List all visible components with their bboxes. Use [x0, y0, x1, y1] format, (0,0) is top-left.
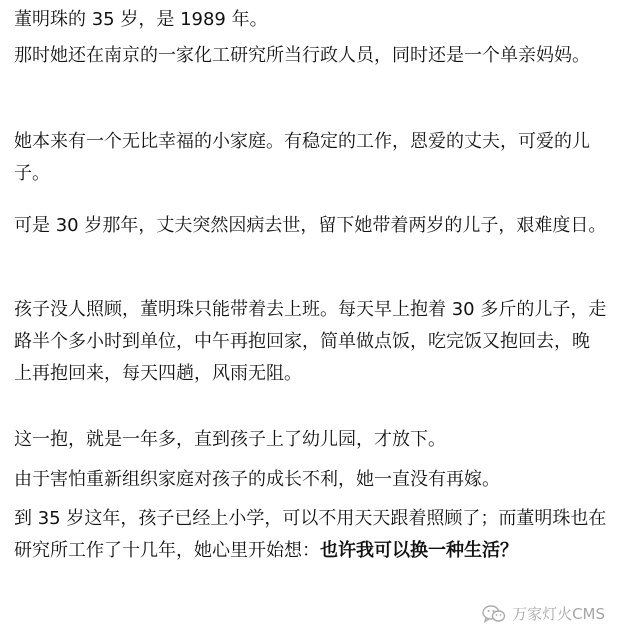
- watermark: [482, 603, 605, 624]
- wechat-icon: [482, 605, 506, 623]
- paragraph-4: 可是 30 岁那年，丈夫突然因病去世，留下她带着两岁的儿子，艰难度日。: [14, 215, 607, 236]
- paragraph-8-bold: 也许我可以换一种生活？: [320, 540, 518, 561]
- paragraph-8-text: 到 35 岁这年，孩子已经上小学，可以不用天天跟着照顾了；而董明珠也在研究所工作了十几年，她心里开始想：: [14, 508, 607, 561]
- paragraph-8: [14, 503, 607, 567]
- paragraph-1: 董明珠的 35 岁，是 1989 年。: [14, 9, 268, 30]
- paragraph-5: 孩子没人照顾，董明珠只能带着去上班。每天早上抱着 30 多斤的儿子，走路半个多小时到单位，中午再抱回家，简单做点饭，吃完饭又抱回去，晚上再抱回来，每天四趟，风雨无阻。: [14, 299, 607, 384]
- paragraph-2: 那时她还在南京的一家化工研究所当行政人员，同时还是一个单亲妈妈。: [14, 45, 590, 66]
- paragraph-3: 她本来有一个无比幸福的小家庭。有稳定的工作，恩爱的丈夫，可爱的儿子。: [14, 131, 590, 184]
- paragraph-6: 这一抱，就是一年多，直到孩子上了幼儿园，才放下。: [14, 429, 446, 450]
- paragraph-7: 由于害怕重新组织家庭对孩子的成长不利，她一直没有再嫁。: [14, 469, 500, 490]
- watermark-text: 万家灯火CMS: [512, 605, 605, 623]
